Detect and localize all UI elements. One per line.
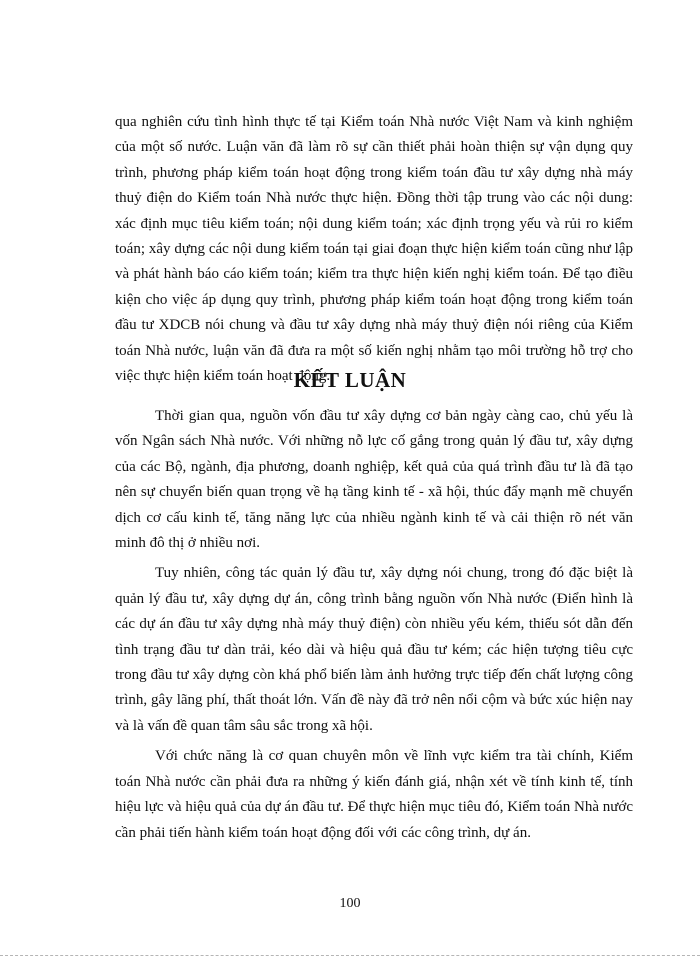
conclusion-paragraph-3: Với chức năng là cơ quan chuyên môn về lĩnh vực kiểm tra tài chính, Kiểm toán Nhà nước cần phải đưa ra những ý kiến đánh giá, nhận xét về tính kinh tế, tính hiệu lực và hiệu quả của dự án đầu tư. Để thực hiện mục tiêu đó, Kiểm toán Nhà nước cần phải tiến hành kiểm toán hoạt động đối với các công trình, dự án. <box>115 748 633 841</box>
conclusion-paragraph-2: Tuy nhiên, công tác quản lý đầu tư, xây dựng nói chung, trong đó đặc biệt là quản lý đầu tư, xây dựng dự án, công trình bằng nguồn vốn Nhà nước (Điển hình là các dự án đầu tư xây dựng nhà máy thuỷ điện) còn nhiều yếu kém, thiếu sót dẫn đến tình trạng đầu tư dàn trải, kéo dài và hiệu quả đầu tư kém; các hiện tượng tiêu cực trong đầu tư xây dựng còn khá phổ biến làm ảnh hưởng trực tiếp đến chất lượng công trình, gây lãng phí, thất thoát lớn. Vấn đề này đã trở nên nổi cộm và bức xúc hiện nay và là vấn đề quan tâm sâu sắc trong xã hội. <box>115 565 633 734</box>
page-number: 100 <box>339 896 361 911</box>
conclusion-section <box>115 404 633 851</box>
page-bottom-divider <box>0 955 700 956</box>
intro-paragraph: qua nghiên cứu tình hình thực tế tại Kiểm toán Nhà nước Việt Nam và kinh nghiệm của một số nước. Luận văn đã làm rõ sự cần thiết phải hoàn thiện sự vận dụng quy trình, phương pháp kiểm toán hoạt động trong kiểm toán đầu tư xây dựng nhà máy thuỷ điện do Kiểm toán Nhà nước thực hiện. Đồng thời tập trung vào các nội dung: xác định mục tiêu kiểm toán; nội dung kiểm toán; xác định trọng yếu và rủi ro kiểm toán; xây dựng các nội dung kiểm toán tại giai đoạn thực hiện kiểm toán cũng như lập và phát hành báo cáo kiểm toán; kiểm tra thực hiện kiến nghị kiểm toán. Để tạo điều kiện cho việc áp dụng quy trình, phương pháp kiểm toán hoạt động trong kiểm toán đầu tư XDCB nói chung và đầu tư xây dựng nhà máy thuỷ điện nói riêng của Kiểm toán Nhà nước, luận văn đã đưa ra một số kiến nghị nhằm tạo môi trường hỗ trợ cho việc thực hiện kiểm toán hoạt động. <box>115 114 633 385</box>
section-heading: KẾT LUẬN <box>293 368 407 392</box>
conclusion-paragraph-1: Thời gian qua, nguồn vốn đầu tư xây dựng cơ bản ngày càng cao, chủ yếu là vốn Ngân sách Nhà nước. Với những nỗ lực cố gắng trong quản lý đầu tư, xây dựng của các Bộ, ngành, địa phương, doanh nghiệp, kết quả của quá trình đầu tư là đã tạo nên sự chuyển biến quan trọng về hạ tầng kinh tế - xã hội, thúc đẩy mạnh mẽ chuyển dịch cơ cấu kinh tế, tăng năng lực của nhiều ngành kinh tế và cải thiện rõ nét văn minh đô thị ở nhiều nơi. <box>115 408 633 552</box>
intro-section <box>115 110 633 389</box>
